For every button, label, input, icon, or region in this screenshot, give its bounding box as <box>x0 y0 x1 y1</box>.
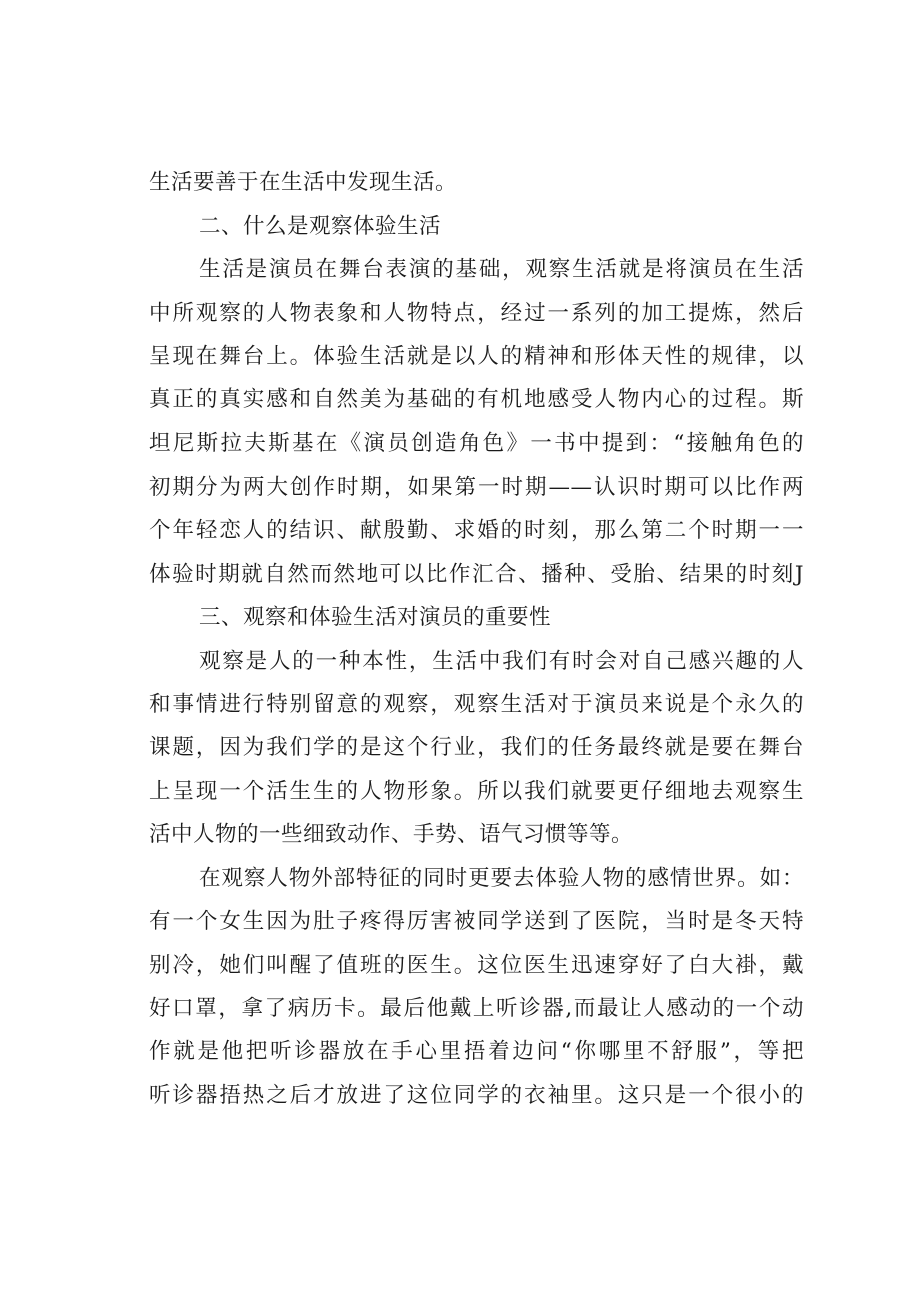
paragraph-line: 生活要善于在生活中发现生活。 <box>149 170 458 195</box>
paragraph-line: 有一个女生因为肚子疼得厉害被同学送到了医院，当时是冬天特 <box>149 909 804 934</box>
paragraph-line: 生活是演员在舞台表演的基础，观察生活就是将演员在生活 <box>199 257 804 282</box>
paragraph-line: 初期分为两大创作时期，如果第一时期——认识时期可以比作两 <box>149 475 804 500</box>
paragraph-line: 个年轻恋人的结识、献殷勤、求婚的时刻，那么第二个时期一一 <box>149 518 804 543</box>
paragraph-line: 课题，因为我们学的是这个行业，我们的任务最终就是要在舞台 <box>149 735 804 760</box>
paragraph-line: 上呈现一个活生生的人物形象。所以我们就要更仔细地去观察生 <box>149 779 804 804</box>
paragraph-line: 观察是人的一种本性，生活中我们有时会对自己感兴趣的人 <box>199 649 804 674</box>
section-heading: 二、什么是观察体验生活 <box>199 214 442 239</box>
paragraph-line: 好口罩，拿了病历卡。最后他戴上听诊器,而最让人感动的一个动 <box>149 996 804 1021</box>
paragraph-line: 在观察人物外部特征的同时更要去体验人物的感情世界。如： <box>199 866 804 891</box>
paragraph-line: 别冷，她们叫醒了值班的医生。这位医生迅速穿好了白大褂，戴 <box>149 953 804 978</box>
paragraph-line: 呈现在舞台上。体验生活就是以人的精神和形体天性的规律，以 <box>149 344 804 369</box>
paragraph-line: 作就是他把听诊器放在手心里捂着边问“你哪里不舒服”，等把 <box>149 1039 804 1064</box>
paragraph-line: 真正的真实感和自然美为基础的有机地感受人物内心的过程。斯 <box>149 387 804 412</box>
paragraph-line: 坦尼斯拉夫斯基在《演员创造角色》一书中提到：“接触角色的 <box>149 431 804 456</box>
paragraph-line: 活中人物的一些细致动作、手势、语气习惯等等。 <box>149 822 634 847</box>
paragraph-line: 和事情进行特别留意的观察，观察生活对于演员来说是个永久的 <box>149 692 804 717</box>
section-heading: 三、观察和体验生活对演员的重要性 <box>199 605 552 630</box>
paragraph-line: 听诊器捂热之后才放进了这位同学的衣袖里。这只是一个很小的 <box>149 1083 804 1108</box>
paragraph-line: 体验时期就自然而然地可以比作汇合、播种、受胎、结果的时刻J <box>149 562 804 587</box>
paragraph-line: 中所观察的人物表象和人物特点，经过一系列的加工提炼，然后 <box>149 301 804 326</box>
